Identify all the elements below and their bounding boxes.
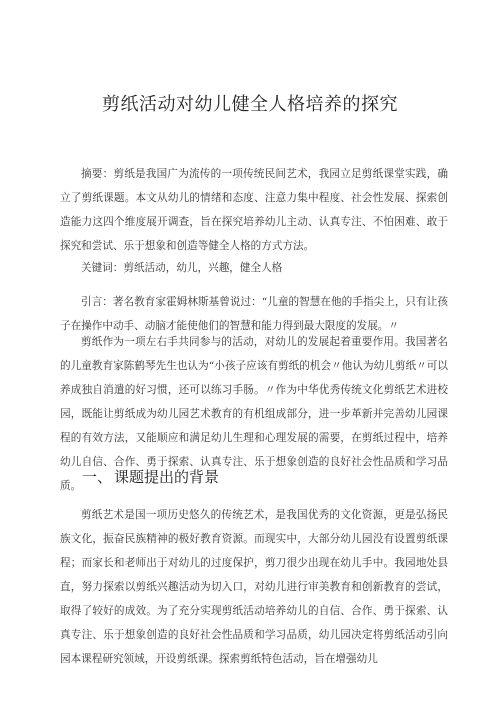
- body-paragraph-1: 剪纸作为一项左右手共同参与的活动，对幼儿的发展起着重要作用。我国著名的儿童教育家陈鹤琴先生也认为“小孩子应该有剪纸的机会〃他认为幼儿剪纸〃可以养成独自消遣的好习惯，还可以练习手肠。〃作为中华优秀传统文化剪纸艺术进校园，既能让剪纸成为幼儿园艺术教育的有机组成部分，进一步革新并完善幼儿园课程的有效方法，又能顺应和满足幼儿生理和心理发展的需要，在剪纸过程中，培养幼儿自信、合作、勇于探索、认真专注、乐于想象创造的良好社会性品质和学习品质。: [60, 336, 448, 492]
- body-paragraph-2: 剪纸艺术是国一项历史悠久的传统艺术，是我国优秀的文化资源，更是弘扬民族文化，振奋民族精神的极好教育资源。而现实中，大部分幼儿园没有设置剪纸课程；而家长和老师出于对幼儿的过度保护，剪刀很少出现在幼儿手中。我园地处县直，努力探索以剪纸兴趣活动为切入口，对幼儿进行审美教育和创新教育的尝试，取得了较好的成效。为了充分实现剪纸活动培养幼儿的自信、合作、勇于探索、认真专注、乐于想象创造的良好社会性品质和学习品质，幼儿园决定将剪纸活动引向园本课程研究领域，开设剪纸课。探索剪纸特色活动，旨在增强幼儿: [60, 509, 448, 665]
- document-title: 剪纸活动对幼儿健全人格培养的探究: [102, 94, 398, 115]
- introduction-quote: 引言：著名教育家霍姆林斯基曾说过：“儿童的智慧在他的手指尖上，只有让孩子在操作中动手、动脑才能使他们的智慧和能力得到最大限度的发展。〃: [60, 296, 448, 332]
- abstract-paragraph: 摘要：剪纸是我国广为流传的一项传统民间艺术，我园立足剪纸课堂实践，确立了剪纸课题。本文从幼儿的情绪和态度、注意力集中程度、社会性发展、探索创造能力这四个维度展开调查，旨在探究培养幼儿主动、认真专注、不怕困难、敢于探究和尝试、乐于想象和创造等健全人格的方式方法。: [60, 168, 448, 252]
- section-heading-text: 课题提出的背景: [114, 468, 220, 486]
- section-heading: [82, 466, 219, 487]
- section-number: 一、: [82, 468, 113, 486]
- keywords-line: 关键词：剪纸活动，幼儿，兴趣，健全人格: [81, 262, 283, 274]
